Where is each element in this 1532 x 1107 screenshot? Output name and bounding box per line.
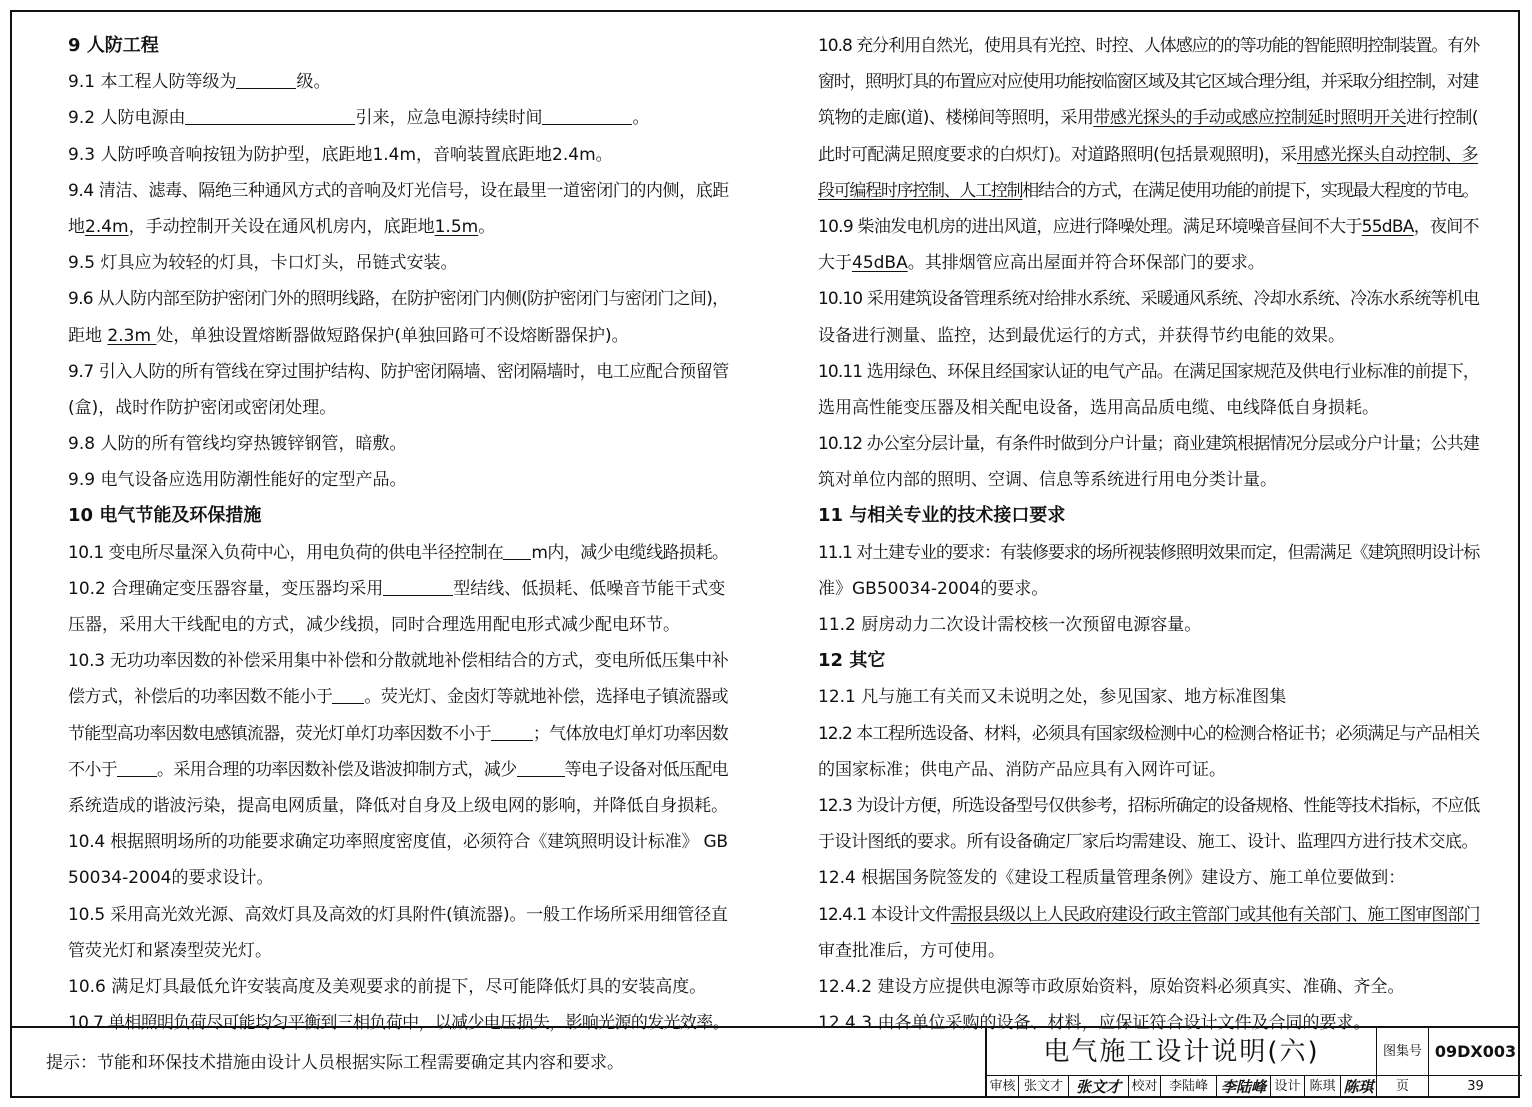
text-run: 。其排烟管应高出屋面并符合环保部门的要求。 <box>907 253 1265 274</box>
left-line <box>68 426 728 462</box>
text-run: 10.11 选用绿色、环保且经国家认证的电气产品。在满足国家规范及供电行业标准的前提下， <box>818 361 1479 382</box>
left-line <box>68 318 728 354</box>
text-run: 。 <box>478 216 496 237</box>
text-run: 选用高性能变压器及相关配电设备，选用高品质电缆、电线降低自身损耗。 <box>818 397 1379 418</box>
page-number: 39 <box>1467 1079 1484 1094</box>
check-label: 校对 <box>1129 1076 1161 1098</box>
text-run: 型结线、低损耗、低噪音节能干式变 <box>453 578 726 599</box>
text-run: 的国家标准；供电产品、消防产品应具有入网许可证。 <box>818 759 1226 780</box>
text-run: 12.3 为设计方便，所选设备型号仅供参考，招标所确定的设备规格、性能等技术指标，不应低 <box>818 795 1480 816</box>
right-line <box>818 788 1478 824</box>
text-run: 准》GB50034-2004的要求。 <box>818 578 1049 599</box>
left-line <box>68 137 728 173</box>
reviewer-signature: 张文才 <box>1069 1076 1129 1098</box>
text-run: 12.4.3 由各单位采购的设备、材料，应保证符合设计文件及合同的要求。 <box>818 1013 1371 1034</box>
left-line <box>68 64 728 100</box>
right-line <box>818 209 1478 245</box>
right-line <box>818 64 1478 100</box>
title-block <box>985 1028 1520 1098</box>
text-run: 筑对单位内部的照明、空调、信息等系统进行用电分类计量。 <box>818 470 1277 491</box>
text-run: 10.3 无功功率因数的补偿采用集中补偿和分散就地补偿相结合的方式，变电所低压集中补 <box>68 651 729 672</box>
text-run: 12.4 根据国务院签发的《建设工程质量管理条例》建设方、施工单位要做到： <box>818 868 1406 889</box>
right-line <box>818 318 1478 354</box>
right-line <box>818 607 1478 643</box>
text-run: 压器，采用大干线配电的方式，减少线损，同时合理选用配电形式减少配电环节。 <box>68 615 680 635</box>
text-run: 级。 <box>296 72 331 93</box>
right-line <box>818 462 1478 498</box>
right-line <box>818 679 1478 715</box>
text-run: 9.1 本工程人防等级为 <box>68 72 237 93</box>
text-run: 11.1 对土建专业的要求：有装修要求的场所视装修照明效果而定，但需满足《建筑照明设计标 <box>818 542 1480 563</box>
section-heading: 11 与相关专业的技术接口要求 <box>818 505 1066 527</box>
text-run: 。荧光灯、金卤灯等就地补偿，选择电子镇流器或 <box>364 687 728 708</box>
left-line <box>68 824 728 860</box>
checker-name: 李陆峰 <box>1161 1076 1217 1098</box>
atlas-number: 09DX003 <box>1429 1028 1522 1076</box>
text-run: 相结合的方式，在满足使用功能的前提下，实现最大程度的节电。 <box>1022 180 1479 201</box>
left-line <box>68 679 728 715</box>
text-run: 。采用合理的功率因数补偿及谐波抑制方式，减少 <box>157 759 517 780</box>
review-label: 审核 <box>987 1076 1019 1098</box>
right-line <box>818 173 1478 209</box>
left-line <box>68 462 728 498</box>
text-run: 等电子设备对低压配电 <box>564 759 729 780</box>
text-run: 10.6 满足灯具最低允许安装高度及美观要求的前提下，尽可能降低灯具的安装高度。 <box>68 976 707 997</box>
right-line <box>818 571 1478 607</box>
right-line <box>818 137 1478 173</box>
text-run: 11.2 厨房动力二次设计需校核一次预留电源容量。 <box>818 615 1202 635</box>
text-run: 10.1 变电所尽量深入负荷中心，用电负荷的供电半径控制在 <box>68 542 504 563</box>
text-run: 审查批准后，方可使用。 <box>818 940 1005 961</box>
design-label: 设计 <box>1271 1076 1305 1098</box>
right-line <box>818 969 1478 1005</box>
left-line <box>68 969 728 1005</box>
footer-bar <box>10 1026 1520 1098</box>
atlas-number-label: 图集号 <box>1377 1028 1429 1076</box>
text-run: 窗时，照明灯具的布置应对应使用功能按临窗区域及其它区域合理分组，并采取分组控制，对建 <box>818 72 1478 93</box>
left-column <box>68 28 728 1041</box>
text-run: ；气体放电灯单灯功率因数 <box>532 723 729 744</box>
text-run: 2.4m <box>85 216 129 237</box>
section-heading: 12 其它 <box>818 650 886 672</box>
left-line <box>68 933 728 969</box>
text-run: 10.8 充分利用自然光，使用具有光控、时控、人体感应的的等功能的智能照明控制装置。有外 <box>818 36 1480 56</box>
text-run: 距地 <box>68 325 108 346</box>
text-run: 10.5 采用高光效光源、高效灯具及高效的灯具附件(镇流器)。一般工作场所采用细管径直 <box>68 904 728 925</box>
left-line <box>68 571 728 607</box>
text-run: 9.2 人防电源由 <box>68 108 186 129</box>
text-run: ，手动控制开关设在通风机房内，底距地 <box>128 216 435 237</box>
fill-in-blank <box>517 760 565 777</box>
right-line <box>818 426 1478 462</box>
text-run: 带感光探头的手动或感应控制延时照明开关 <box>1093 108 1407 129</box>
designer-name: 陈琪 <box>1305 1076 1341 1098</box>
text-run: 需报县级以上人民政府建设行政主管部门或其他有关部门、施工图审图部门 <box>950 904 1480 925</box>
right-line <box>818 897 1478 933</box>
right-column <box>818 28 1478 1041</box>
right-line <box>818 716 1478 752</box>
left-line <box>68 245 728 281</box>
left-line <box>68 788 728 824</box>
left-line <box>68 209 728 245</box>
right-line <box>818 752 1478 788</box>
text-run: 于设计图纸的要求。所有设备确定厂家后均需建设、施工、设计、监理四方进行技术交底。 <box>818 832 1478 853</box>
fill-in-blank <box>117 760 157 777</box>
text-run: 12.2 本工程所选设备、材料，必须具有国家级检测中心的检测合格证书；必须满足与产品相关 <box>818 723 1480 744</box>
fill-in-blank <box>332 687 364 704</box>
text-run: 10.7 单相照明负荷尽可能均匀平衡到三相负荷中，以减少电压损失，影响光源的发光效率。 <box>68 1013 729 1034</box>
fill-in-blank <box>542 108 632 125</box>
text-run: (盒)，战时作防护密闭或密闭处理。 <box>68 397 337 418</box>
left-line <box>68 607 728 643</box>
text-run: 9.3 人防呼唤音响按钮为防护型，底距地1.4m，音响装置底距地2.4m。 <box>68 144 613 165</box>
text-run: 12.1 凡与施工有关而又未说明之处，参见国家、地方标准图集 <box>818 687 1287 708</box>
text-run: 12.4.2 建设方应提供电源等市政原始资料，原始资料必须真实、准确、齐全。 <box>818 976 1405 997</box>
left-line <box>68 390 728 426</box>
text-run: 55dBA <box>1361 216 1414 237</box>
text-run: 9.6 从人防内部至防护密闭门外的照明线路，在防护密闭门内侧(防护密闭门与密闭门之间)， <box>68 289 729 310</box>
page-label: 页 <box>1377 1076 1429 1098</box>
text-run: 设备进行测量、监控，达到最优运行的方式，并获得节约电能的效果。 <box>818 325 1345 346</box>
right-line <box>818 535 1478 571</box>
right-line <box>818 933 1478 969</box>
fill-in-blank <box>503 543 531 560</box>
text-run: 10.10 采用建筑设备管理系统对给排水系统、采暖通风系统、冷却水系统、冷冻水系统等机电 <box>818 289 1479 310</box>
text-run: 大于 <box>818 253 852 274</box>
text-run: 12.4.1 本设计文件 <box>818 904 951 925</box>
text-run: 节能型高功率因数电感镇流器，荧光灯单灯功率因数不小于 <box>68 723 491 744</box>
text-run: ，夜间不 <box>1413 216 1479 237</box>
left-line <box>68 716 728 752</box>
text-run: 10.2 合理确定变压器容量，变压器均采用 <box>68 578 384 599</box>
text-run: 10.4 根据照明场所的功能要求确定功率照度密度值，必须符合《建筑照明设计标准》 GB <box>68 832 728 853</box>
text-run: 45dBA <box>852 253 908 274</box>
text-run: 段可编程时序控制、人工控制 <box>818 180 1023 201</box>
text-run: 9.8 人防的所有管线均穿热镀锌钢管，暗敷。 <box>68 434 407 455</box>
left-line <box>68 498 728 534</box>
section-heading: 10 电气节能及环保措施 <box>68 505 262 527</box>
text-run: 地 <box>68 216 85 237</box>
checker-signature: 李陆峰 <box>1217 1076 1271 1098</box>
text-run: 此时可配满足照度要求的白炽灯)。对道路照明(包括景观照明)，采 <box>818 144 1297 165</box>
right-line <box>818 643 1478 679</box>
right-line <box>818 824 1478 860</box>
fill-in-blank <box>491 724 533 741</box>
fill-in-blank <box>236 72 296 89</box>
footer-hint: 提示：节能和环保技术措施由设计人员根据实际工程需要确定其内容和要求。 <box>46 1053 624 1073</box>
text-run: 1.5m <box>434 216 479 237</box>
section-heading: 9 人防工程 <box>68 35 159 56</box>
text-run: 。 <box>632 108 650 129</box>
drawing-title: 电气施工设计说明(六) <box>987 1028 1377 1076</box>
text-run: 不小于 <box>68 759 118 780</box>
text-run: 10.12 办公室分层计量，有条件时做到分户计量；商业建筑根据情况分层或分户计量；公共建 <box>818 434 1479 455</box>
left-line <box>68 752 728 788</box>
text-run: 用感光探头自动控制、多 <box>1296 144 1478 165</box>
left-line <box>68 897 728 933</box>
fill-in-blank <box>185 108 355 125</box>
left-line <box>68 354 728 390</box>
right-line <box>818 281 1478 317</box>
text-run: 系统造成的谐波污染，提高电网质量，降低对自身及上级电网的影响，并降低自身损耗。 <box>68 795 728 816</box>
text-run: 进行控制( <box>1406 108 1478 129</box>
left-line <box>68 173 728 209</box>
text-run: 管荧光灯和紧凑型荧光灯。 <box>68 940 272 961</box>
signature-row <box>987 1076 1522 1098</box>
right-line <box>818 28 1478 64</box>
text-run: 处，单独设置熔断器做短路保护(单独回路可不设熔断器保护)。 <box>156 325 629 346</box>
left-line <box>68 535 728 571</box>
text-run: 偿方式，补偿后的功率因数不能小于 <box>68 687 333 708</box>
fill-in-blank <box>383 579 453 596</box>
left-line <box>68 28 728 64</box>
text-run: 50034-2004的要求设计。 <box>68 868 274 889</box>
text-run: m内，减少电缆线路损耗。 <box>531 542 729 563</box>
reviewer-name: 张文才 <box>1019 1076 1069 1098</box>
right-line <box>818 498 1478 534</box>
left-line <box>68 100 728 136</box>
right-line <box>818 390 1478 426</box>
left-line <box>68 643 728 679</box>
text-run: 10.9 柴油发电机房的进出风道，应进行降噪处理。满足环境噪音昼间不大于 <box>818 216 1362 237</box>
left-line <box>68 281 728 317</box>
right-line <box>818 100 1478 136</box>
left-line <box>68 860 728 896</box>
right-line <box>818 245 1478 281</box>
text-run: 9.5 灯具应为较轻的灯具，卡口灯头，吊链式安装。 <box>68 253 458 274</box>
text-run: 2.3m <box>107 325 157 346</box>
text-run: 筑物的走廊(道)、楼梯间等照明，采用 <box>818 108 1094 129</box>
right-line <box>818 354 1478 390</box>
text-run: 9.4 清洁、滤毒、隔绝三种通风方式的音响及灯光信号，设在最里一道密闭门的内侧，底距 <box>68 180 729 201</box>
text-run: 引来，应急电源持续时间 <box>355 108 543 129</box>
designer-signature: 陈琪 <box>1341 1076 1377 1098</box>
text-run: 9.7 引入人防的所有管线在穿过围护结构、防护密闭隔墙、密闭隔墙时，电工应配合预留管 <box>68 361 729 382</box>
right-line <box>818 860 1478 896</box>
text-run: 9.9 电气设备应选用防潮性能好的定型产品。 <box>68 470 407 491</box>
